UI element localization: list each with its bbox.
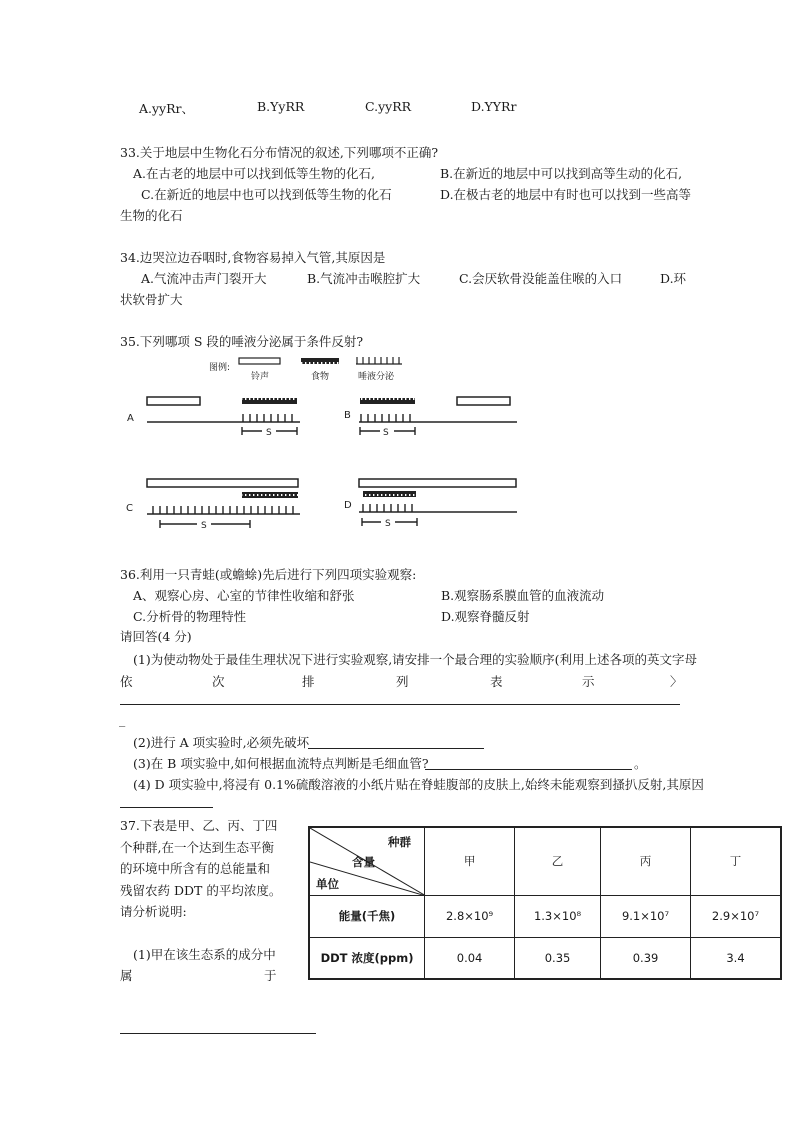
q36-option-d: D.观察脊髓反射	[441, 609, 530, 624]
q36-part3: (3)在 B 项实验中,如何根据血流特点判断是毛细血管?	[133, 756, 429, 771]
table-cell: 3.4	[691, 937, 782, 979]
panel-a-bell	[147, 397, 200, 405]
q36-option-a: A、观察心房、心室的节律性收缩和舒张	[133, 588, 355, 603]
q32-option-c: C.yyRR	[365, 99, 412, 114]
panel-c-food	[242, 492, 298, 498]
q36-part4: (4) D 项实验中,将浸有 0.1%硫酸溶液的小纸片贴在脊蛙腹部的皮肤上,始终未能观察到搔扒反射,其原因	[133, 777, 704, 792]
panel-d-label: D	[344, 500, 352, 511]
legend-bell-label: 铃声	[251, 372, 270, 382]
panel-d-s-label: S	[385, 519, 391, 529]
header-population: 种群	[388, 835, 411, 849]
q33-option-d: D.在极古老的地层中有时也可以找到一些高等	[440, 187, 692, 202]
q32-option-d: D.YYRr	[471, 99, 517, 114]
panel-a-s-label: S	[266, 428, 272, 438]
ddt-table	[308, 826, 782, 980]
q36-part2: (2)进行 A 项实验时,必须先破坏	[133, 735, 310, 750]
table-row	[309, 895, 781, 937]
table-cell: 0.35	[515, 937, 601, 979]
panel-c-label: C	[126, 503, 133, 514]
q37-stem: 37.下表是甲、乙、丙、丁四 个种群,在一个达到生态平衡 的环境中所含有的总能量和 残留农药 DDT 的平均浓度。 请分析说明:	[120, 818, 282, 919]
q36-part1-word: 列	[396, 674, 409, 689]
table-cell: 2.9×10⁷	[691, 895, 782, 937]
q33-option-a: A.在古老的地层中可以找到低等生物的化石,	[133, 166, 375, 181]
table-diagonal-header	[309, 827, 425, 895]
q36-stem: 36.利用一只青蛙(或蟾蜍)先后进行下列四项实验观察:	[120, 567, 417, 582]
q36-part4-answer-line[interactable]	[120, 807, 213, 808]
q36-part3-answer-line[interactable]	[425, 769, 632, 770]
panel-b-food	[360, 398, 415, 404]
row-label: 能量(千焦)	[309, 895, 425, 937]
q36-part1-answer-line[interactable]	[120, 704, 680, 705]
legend-title: 图例:	[209, 363, 231, 373]
panel-b-s-label: S	[383, 428, 389, 438]
q36-option-b: B.观察肠系膜血管的血液流动	[441, 588, 605, 603]
q36-part1: (1)为使动物处于最佳生理状况下进行实验观察,请安排一个最合理的实验顺序(利用上述各项的英文字母	[133, 652, 698, 667]
table-row	[309, 937, 781, 979]
q35-diagram	[0, 0, 800, 560]
q36-part1-word: 〉	[670, 674, 683, 689]
table-cell: 1.3×10⁸	[515, 895, 601, 937]
panel-a-label: A	[127, 413, 134, 424]
q34-option-d: D.环	[660, 271, 687, 286]
table-cell: 0.04	[425, 937, 515, 979]
q37-answer-line[interactable]	[120, 1033, 316, 1034]
q36-answer-intro: 请回答(4 分)	[120, 629, 192, 644]
q37-sub1-b: 于	[264, 968, 277, 983]
q32-option-a: A.yyRr、	[139, 101, 195, 116]
q34-option-c: C.会厌软骨没能盖住喉的入口	[459, 271, 623, 286]
q33-option-c: C.在新近的地层中也可以找到低等生物的化石	[141, 187, 392, 202]
q36-part2-answer-line[interactable]	[308, 748, 484, 749]
legend-saliva-label: 唾液分泌	[358, 372, 395, 382]
panel-a-food	[242, 398, 297, 404]
panel-c-saliva	[147, 506, 300, 528]
q36-part1-word: 次	[212, 674, 225, 689]
q36-part1-word: 表	[490, 674, 503, 689]
column-header: 丁	[691, 827, 782, 895]
panel-a-saliva	[147, 414, 300, 435]
panel-d-bell	[359, 479, 516, 487]
legend-bell-icon	[239, 358, 280, 364]
q33-option-d-cont: 生物的化石	[120, 208, 183, 223]
header-unit: 单位	[316, 877, 339, 891]
q34-option-d-cont: 状软骨扩大	[120, 292, 183, 307]
panel-c-s-label: S	[201, 521, 207, 531]
table-cell: 9.1×10⁷	[601, 895, 691, 937]
column-header: 丙	[601, 827, 691, 895]
panel-b-label: B	[344, 410, 351, 421]
q34-option-a: A.气流冲击声门裂开大	[141, 271, 267, 286]
row-label: DDT 浓度(ppm)	[309, 937, 425, 979]
q34-option-b: B.气流冲击喉腔扩大	[307, 271, 421, 286]
panel-b-bell	[457, 397, 510, 405]
q35-stem: 35.下列哪项 S 段的唾液分泌属于条件反射?	[120, 334, 364, 349]
panel-c-bell	[147, 479, 298, 487]
column-header: 乙	[515, 827, 601, 895]
q36-option-c: C.分析骨的物理特性	[133, 609, 247, 624]
header-content: 含量	[352, 855, 375, 869]
q36-dash: _	[119, 712, 126, 727]
q36-part1-word: 示	[582, 674, 595, 689]
legend-food-icon	[301, 358, 339, 364]
q33-option-b: B.在新近的地层中可以找到高等生动的化石,	[440, 166, 683, 181]
panel-d-food	[363, 491, 416, 497]
q34-stem: 34.边哭泣边吞咽时,食物容易掉入气管,其原因是	[120, 250, 386, 265]
q32-option-b: B.YyRR	[257, 99, 305, 114]
q36-part3-end: 。	[634, 756, 647, 771]
table-cell: 2.8×10⁹	[425, 895, 515, 937]
q36-part1-word: 依	[120, 674, 133, 689]
column-header: 甲	[425, 827, 515, 895]
q37-sub1-a: 属	[120, 968, 133, 983]
q37-sub1: (1)甲在该生态系的成分中	[133, 947, 276, 962]
legend-food-label: 食物	[311, 372, 330, 382]
q36-part1-word: 排	[302, 674, 315, 689]
q33-stem: 33.关于地层中生物化石分布情况的叙述,下列哪项不正确?	[120, 145, 439, 160]
table-cell: 0.39	[601, 937, 691, 979]
legend-saliva-icon	[356, 357, 402, 364]
